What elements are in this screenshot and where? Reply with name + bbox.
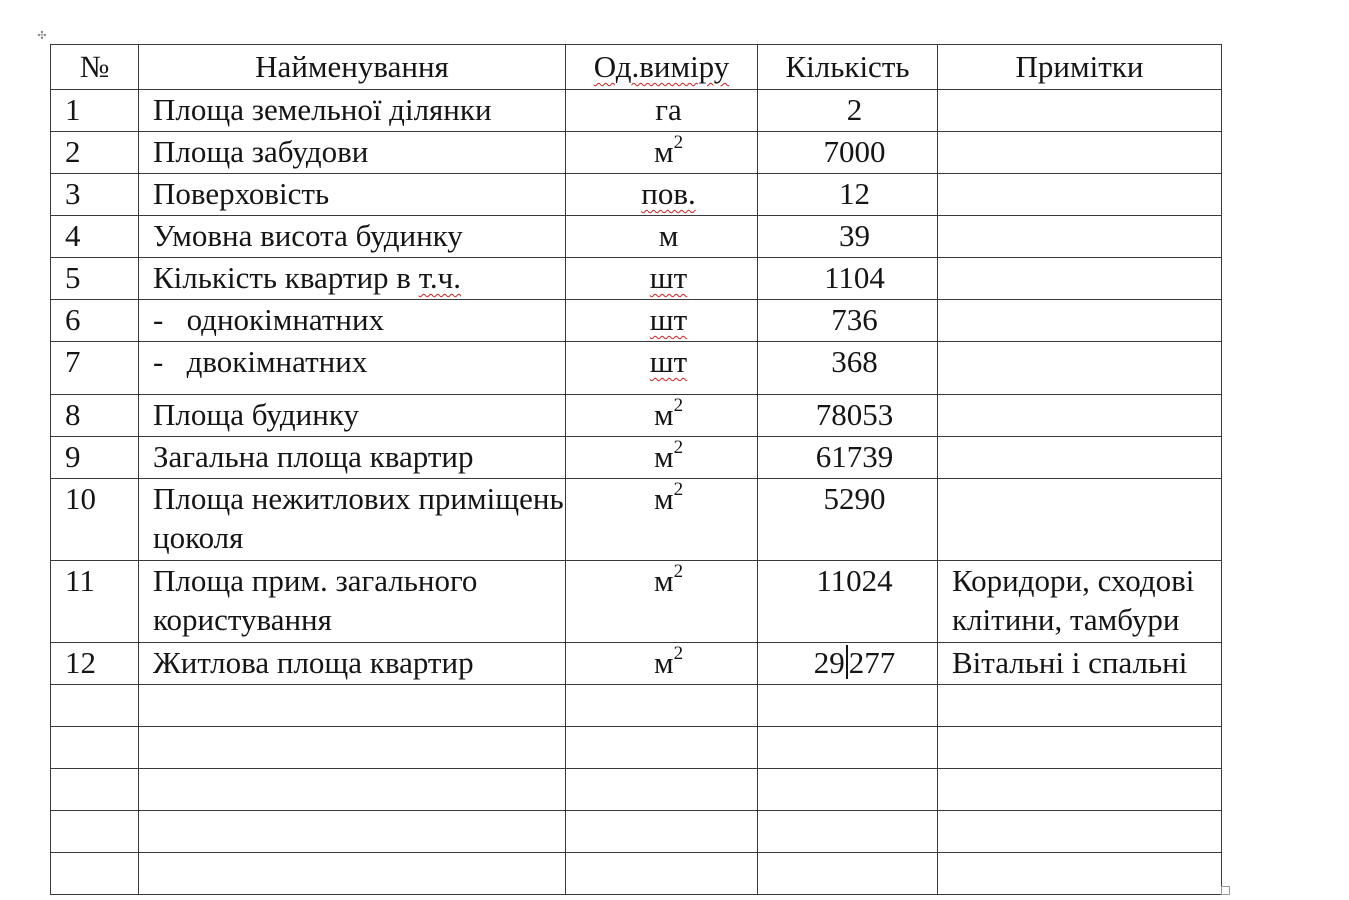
row-note[interactable] [938,174,1222,216]
row-number: 3 [51,174,139,216]
row-note[interactable] [938,395,1222,437]
table-row [51,90,1222,132]
row-quantity: 736 [758,300,938,342]
table-row [51,258,1222,300]
empty-row [51,685,1222,727]
row-quantity: 2 [758,90,938,132]
row-name: Умовна висота будинку [139,216,566,258]
row-number: 6 [51,300,139,342]
empty-row [51,811,1222,853]
header-row [51,45,1222,90]
row-name: Поверховість [139,174,566,216]
empty-cell[interactable] [139,811,566,853]
row-name: Площа забудови [139,132,566,174]
row-note[interactable] [938,132,1222,174]
row-quantity: 39 [758,216,938,258]
empty-cell[interactable] [938,685,1222,727]
table-row [51,132,1222,174]
row-name: Площа прим. загального користування [139,561,566,643]
table-row [51,342,1222,395]
table-row [51,437,1222,479]
empty-cell[interactable] [566,685,758,727]
row-unit: га [566,90,758,132]
table-row [51,216,1222,258]
row-number: 12 [51,643,139,685]
empty-cell[interactable] [938,769,1222,811]
row-name: Кількість квартир в т.ч. [139,258,566,300]
row-note[interactable] [938,216,1222,258]
empty-cell[interactable] [758,685,938,727]
row-name: Площа земельної ділянки [139,90,566,132]
row-number: 2 [51,132,139,174]
row-number: 7 [51,342,139,395]
header-number: № [51,45,139,90]
row-name: - двокімнатних [139,342,566,395]
empty-cell[interactable] [758,811,938,853]
row-unit: $м^2$ [566,561,758,643]
row-quantity: 61739 [758,437,938,479]
empty-cell[interactable] [51,769,139,811]
empty-cell[interactable] [51,811,139,853]
table-row [51,479,1222,561]
row-note[interactable] [938,437,1222,479]
empty-cell[interactable] [139,727,566,769]
row-unit: пов. [566,174,758,216]
empty-cell[interactable] [938,811,1222,853]
row-note[interactable]: Коридори, сходові клітини, тамбури [938,561,1222,643]
empty-cell[interactable] [139,685,566,727]
row-quantity: 29 277 [758,643,938,685]
empty-row [51,769,1222,811]
empty-cell[interactable] [758,853,938,895]
empty-cell[interactable] [566,769,758,811]
empty-cell[interactable] [51,727,139,769]
empty-row [51,727,1222,769]
table-row [51,561,1222,643]
row-name: Площа будинку [139,395,566,437]
row-unit: $м^2$ [566,643,758,685]
row-number: 10 [51,479,139,561]
table-move-handle-icon[interactable]: ✣ [37,29,47,42]
row-note[interactable] [938,258,1222,300]
row-quantity: 12 [758,174,938,216]
table-resize-handle-icon[interactable] [1221,886,1230,895]
row-note[interactable] [938,342,1222,395]
empty-cell[interactable] [566,727,758,769]
row-unit: $м^2$ [566,132,758,174]
text-cursor [846,645,848,679]
row-unit: $м^2$ [566,437,758,479]
empty-cell[interactable] [758,769,938,811]
header-unit: Од.виміру [566,45,758,90]
empty-cell[interactable] [938,727,1222,769]
row-number: 11 [51,561,139,643]
empty-row [51,853,1222,895]
row-number: 4 [51,216,139,258]
row-number: 5 [51,258,139,300]
row-note[interactable] [938,479,1222,561]
row-number: 1 [51,90,139,132]
empty-cell[interactable] [139,769,566,811]
row-name: Загальна площа квартир [139,437,566,479]
row-unit: $м^2$ [566,479,758,561]
row-quantity: 11024 [758,561,938,643]
row-name: - однокімнатних [139,300,566,342]
row-unit: шт [566,342,758,395]
table-row [51,174,1222,216]
empty-cell[interactable] [938,853,1222,895]
row-quantity: 5290 [758,479,938,561]
empty-cell[interactable] [566,853,758,895]
table-row [51,643,1222,685]
row-note[interactable]: Вітальні і спальні [938,643,1222,685]
row-quantity: 1104 [758,258,938,300]
empty-cell[interactable] [758,727,938,769]
row-quantity: 7000 [758,132,938,174]
row-number: 8 [51,395,139,437]
header-name: Найменування [139,45,566,90]
table-row [51,395,1222,437]
header-notes: Примітки [938,45,1222,90]
row-quantity: 368 [758,342,938,395]
empty-cell[interactable] [139,853,566,895]
row-quantity: 78053 [758,395,938,437]
empty-cell[interactable] [51,685,139,727]
table-row [51,300,1222,342]
empty-cell[interactable] [566,811,758,853]
row-unit: шт [566,300,758,342]
row-unit: $м^2$ [566,395,758,437]
row-unit: м [566,216,758,258]
row-note[interactable] [938,300,1222,342]
row-unit: шт [566,258,758,300]
empty-cell[interactable] [51,853,139,895]
row-number: 9 [51,437,139,479]
header-quantity: Кількість [758,45,938,90]
specification-table [50,44,1222,895]
row-note[interactable] [938,90,1222,132]
row-name: Житлова площа квартир [139,643,566,685]
row-name: Площа нежитлових приміщень цоколя [139,479,566,561]
